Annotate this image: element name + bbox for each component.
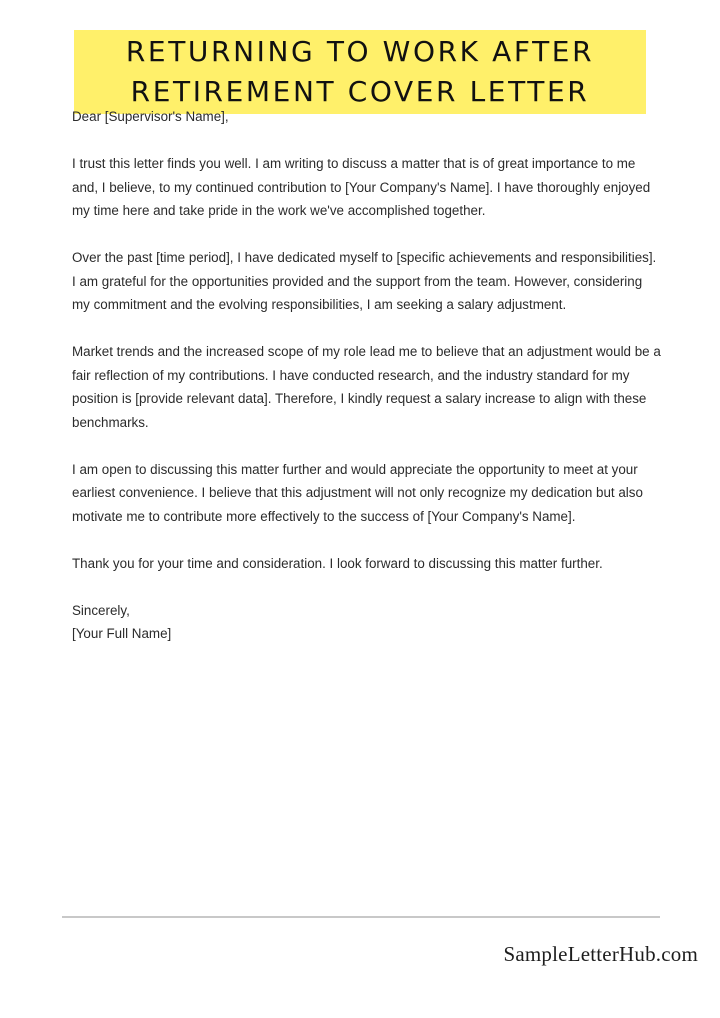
letter-paragraph-4: I am open to discussing this matter further and would appreciate the opportunity to meet at your earliest convenience. I believe that this adjustment will not only recognize my dedication but also motivate me to contribute more effectively to the success of [Your Company's Name]. <box>72 461 643 524</box>
title-highlight <box>74 30 646 114</box>
page-title-line-1: RETURNING TO WORK AFTER <box>125 35 595 68</box>
letter-paragraph-2: Over the past [time period], I have dedicated myself to [specific achievements and responsibilities]. I am grateful for the opportunities provided and the support from the team. However, considering my commitment and the evolving responsibilities, I am seeking a salary adjustment. <box>72 250 657 312</box>
letter-paragraph-3: Market trends and the increased scope of my role lead me to believe that an adjustment would be a fair reflection of my contributions. I have conducted research, and the industry standard for my position is [provide relevant data]. Therefore, I kindly request a salary increase to align with these benchmarks. <box>72 344 661 430</box>
letter-closing: Sincerely, <box>72 602 130 618</box>
letter-paragraph-5: Thank you for your time and consideration. I look forward to discussing this matter further. <box>72 555 603 571</box>
letter-signature: [Your Full Name] <box>72 626 172 641</box>
letter-paragraph-1: I trust this letter finds you well. I am writing to discuss a matter that is of great importance to me and, I believe, to my continued contribution to [Your Company's Name]. I have thoroughly enjoyed my time here and take pride in the work we've accomplished together. <box>72 156 651 218</box>
brand-logo-text: SampleLetterHub.com <box>503 942 698 966</box>
footer-divider <box>62 916 660 918</box>
page-title-line-2: RETIREMENT COVER LETTER <box>130 75 590 108</box>
letter-body <box>72 105 662 646</box>
letter-salutation: Dear [Supervisor's Name], <box>72 109 229 124</box>
